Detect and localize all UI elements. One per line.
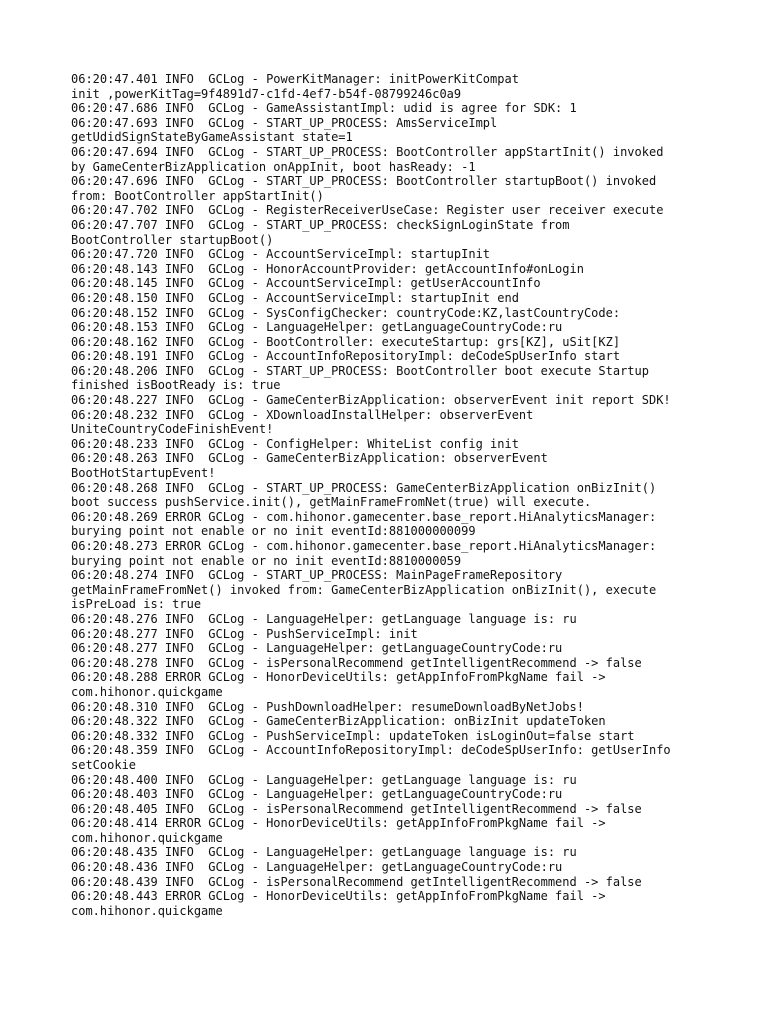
log-line: 06:20:48.152 INFO GCLog - SysConfigChecker: countryCode:KZ,lastCountryCode:	[71, 305, 621, 320]
log-line: isPreLoad is: true	[71, 597, 202, 612]
log-line: 06:20:48.277 INFO GCLog - LanguageHelper: getLanguageCountryCode:ru	[71, 641, 563, 656]
log-line: 06:20:48.273 ERROR GCLog - com.hihonor.gamecenter.base_report.HiAnalyticsManager:	[71, 539, 657, 553]
log-line: 06:20:47.693 INFO GCLog - START_UP_PROCESS: AmsServiceImpl	[71, 115, 498, 130]
log-line: from: BootController appStartInit()	[71, 188, 324, 203]
log-line: setCookie	[71, 757, 137, 772]
log-line: 06:20:48.435 INFO GCLog - LanguageHelper: getLanguage language is: ru	[71, 845, 577, 860]
log-line: by GameCenterBizApplication onAppInit, boot hasReady: -1	[71, 159, 476, 174]
log-line: 06:20:47.702 INFO GCLog - RegisterReceiverUseCase: Register user receiver execute	[71, 203, 664, 218]
log-line: 06:20:48.443 ERROR GCLog - HonorDeviceUtils: getAppInfoFromPkgName fail ->	[71, 889, 606, 904]
log-line: com.hihonor.quickgame	[71, 903, 223, 918]
log-line: 06:20:48.233 INFO GCLog - ConfigHelper: WhiteList config init	[71, 436, 519, 451]
log-line: burying point not enable or no init eventId:8810000059	[71, 553, 462, 568]
log-line: 06:20:48.400 INFO GCLog - LanguageHelper: getLanguage language is: ru	[71, 772, 577, 787]
log-line: boot success pushService.init(), getMainFrameFromNet(true) will execute.	[71, 495, 592, 510]
log-line: 06:20:48.268 INFO GCLog - START_UP_PROCESS: GameCenterBizApplication onBizInit()	[71, 480, 657, 495]
log-line: getMainFrameFromNet() invoked from: GameCenterBizApplication onBizInit(), execute	[71, 582, 657, 597]
log-line: 06:20:48.278 INFO GCLog - isPersonalRecommend getIntelligentRecommend -> false	[71, 655, 642, 670]
log-line: finished isBootReady is: true	[71, 378, 281, 393]
log-line: burying point not enable or no init eventId:881000000099	[71, 524, 476, 539]
log-line: init ,powerKitTag=9f4891d7-c1fd-4ef7-b54f-08799246c0a9	[71, 86, 462, 101]
log-line: 06:20:48.359 INFO GCLog - AccountInfoRepositoryImpl: deCodeSpUserInfo: getUserInfo	[71, 743, 671, 758]
log-line: 06:20:47.707 INFO GCLog - START_UP_PROCESS: checkSignLoginState from	[71, 217, 570, 232]
log-line: 06:20:48.276 INFO GCLog - LanguageHelper: getLanguage language is: ru	[71, 611, 577, 626]
log-line: getUdidSignStateByGameAssistant state=1	[71, 130, 353, 145]
log-line: 06:20:48.288 ERROR GCLog - HonorDeviceUtils: getAppInfoFromPkgName fail ->	[71, 670, 606, 685]
log-line: com.hihonor.quickgame	[71, 830, 223, 845]
log-line: 06:20:48.227 INFO GCLog - GameCenterBizApplication: observerEvent init report SDK!	[71, 393, 671, 408]
log-line: 06:20:48.263 INFO GCLog - GameCenterBizApplication: observerEvent	[71, 451, 548, 466]
log-line: 06:20:47.686 INFO GCLog - GameAssistantImpl: udid is agree for SDK: 1	[71, 101, 577, 116]
log-line: BootHotStartupEvent!	[71, 466, 216, 481]
log-line: 06:20:48.277 INFO GCLog - PushServiceImpl: init	[71, 626, 418, 641]
log-line: 06:20:48.405 INFO GCLog - isPersonalRecommend getIntelligentRecommend -> false	[71, 801, 642, 816]
log-text-block	[71, 72, 711, 918]
log-line: 06:20:48.269 ERROR GCLog - com.hihonor.gamecenter.base_report.HiAnalyticsManager:	[71, 509, 657, 524]
log-line: 06:20:47.694 INFO GCLog - START_UP_PROCESS: BootController appStartInit() invoked	[71, 144, 664, 159]
log-line: 06:20:48.436 INFO GCLog - LanguageHelper: getLanguageCountryCode:ru	[71, 860, 563, 875]
log-line: 06:20:48.153 INFO GCLog - LanguageHelper: getLanguageCountryCode:ru	[71, 320, 563, 335]
log-line: UniteCountryCodeFinishEvent!	[71, 422, 274, 437]
log-line: 06:20:48.332 INFO GCLog - PushServiceImpl: updateToken isLoginOut=false start	[71, 728, 635, 743]
log-line: 06:20:48.322 INFO GCLog - GameCenterBizApplication: onBizInit updateToken	[71, 714, 606, 729]
log-line: 06:20:48.150 INFO GCLog - AccountServiceImpl: startupInit end	[71, 290, 519, 305]
log-line: 06:20:48.191 INFO GCLog - AccountInfoRepositoryImpl: deCodeSpUserInfo start	[71, 349, 621, 364]
log-line: 06:20:47.720 INFO GCLog - AccountServiceImpl: startupInit	[71, 247, 491, 262]
log-line: BootController startupBoot()	[71, 232, 274, 247]
log-line: 06:20:48.143 INFO GCLog - HonorAccountProvider: getAccountInfo#onLogin	[71, 261, 584, 276]
log-line: 06:20:47.401 INFO GCLog - PowerKitManager: initPowerKitCompat	[71, 72, 519, 86]
log-line: 06:20:48.206 INFO GCLog - START_UP_PROCESS: BootController boot execute Startup	[71, 363, 649, 378]
log-line: 06:20:48.162 INFO GCLog - BootController: executeStartup: grs[KZ], uSit[KZ]	[71, 334, 621, 349]
log-line: com.hihonor.quickgame	[71, 684, 223, 699]
log-line: 06:20:48.414 ERROR GCLog - HonorDeviceUtils: getAppInfoFromPkgName fail ->	[71, 816, 606, 831]
log-line: 06:20:48.403 INFO GCLog - LanguageHelper: getLanguageCountryCode:ru	[71, 787, 563, 802]
log-line: 06:20:47.696 INFO GCLog - START_UP_PROCESS: BootController startupBoot() invoked	[71, 174, 657, 189]
log-line: 06:20:48.274 INFO GCLog - START_UP_PROCESS: MainPageFrameRepository	[71, 568, 563, 583]
log-line: 06:20:48.232 INFO GCLog - XDownloadInstallHelper: observerEvent	[71, 407, 534, 422]
log-line: 06:20:48.310 INFO GCLog - PushDownloadHelper: resumeDownloadByNetJobs!	[71, 699, 584, 714]
log-line: 06:20:48.145 INFO GCLog - AccountServiceImpl: getUserAccountInfo	[71, 276, 541, 291]
log-line: 06:20:48.439 INFO GCLog - isPersonalRecommend getIntelligentRecommend -> false	[71, 874, 642, 889]
